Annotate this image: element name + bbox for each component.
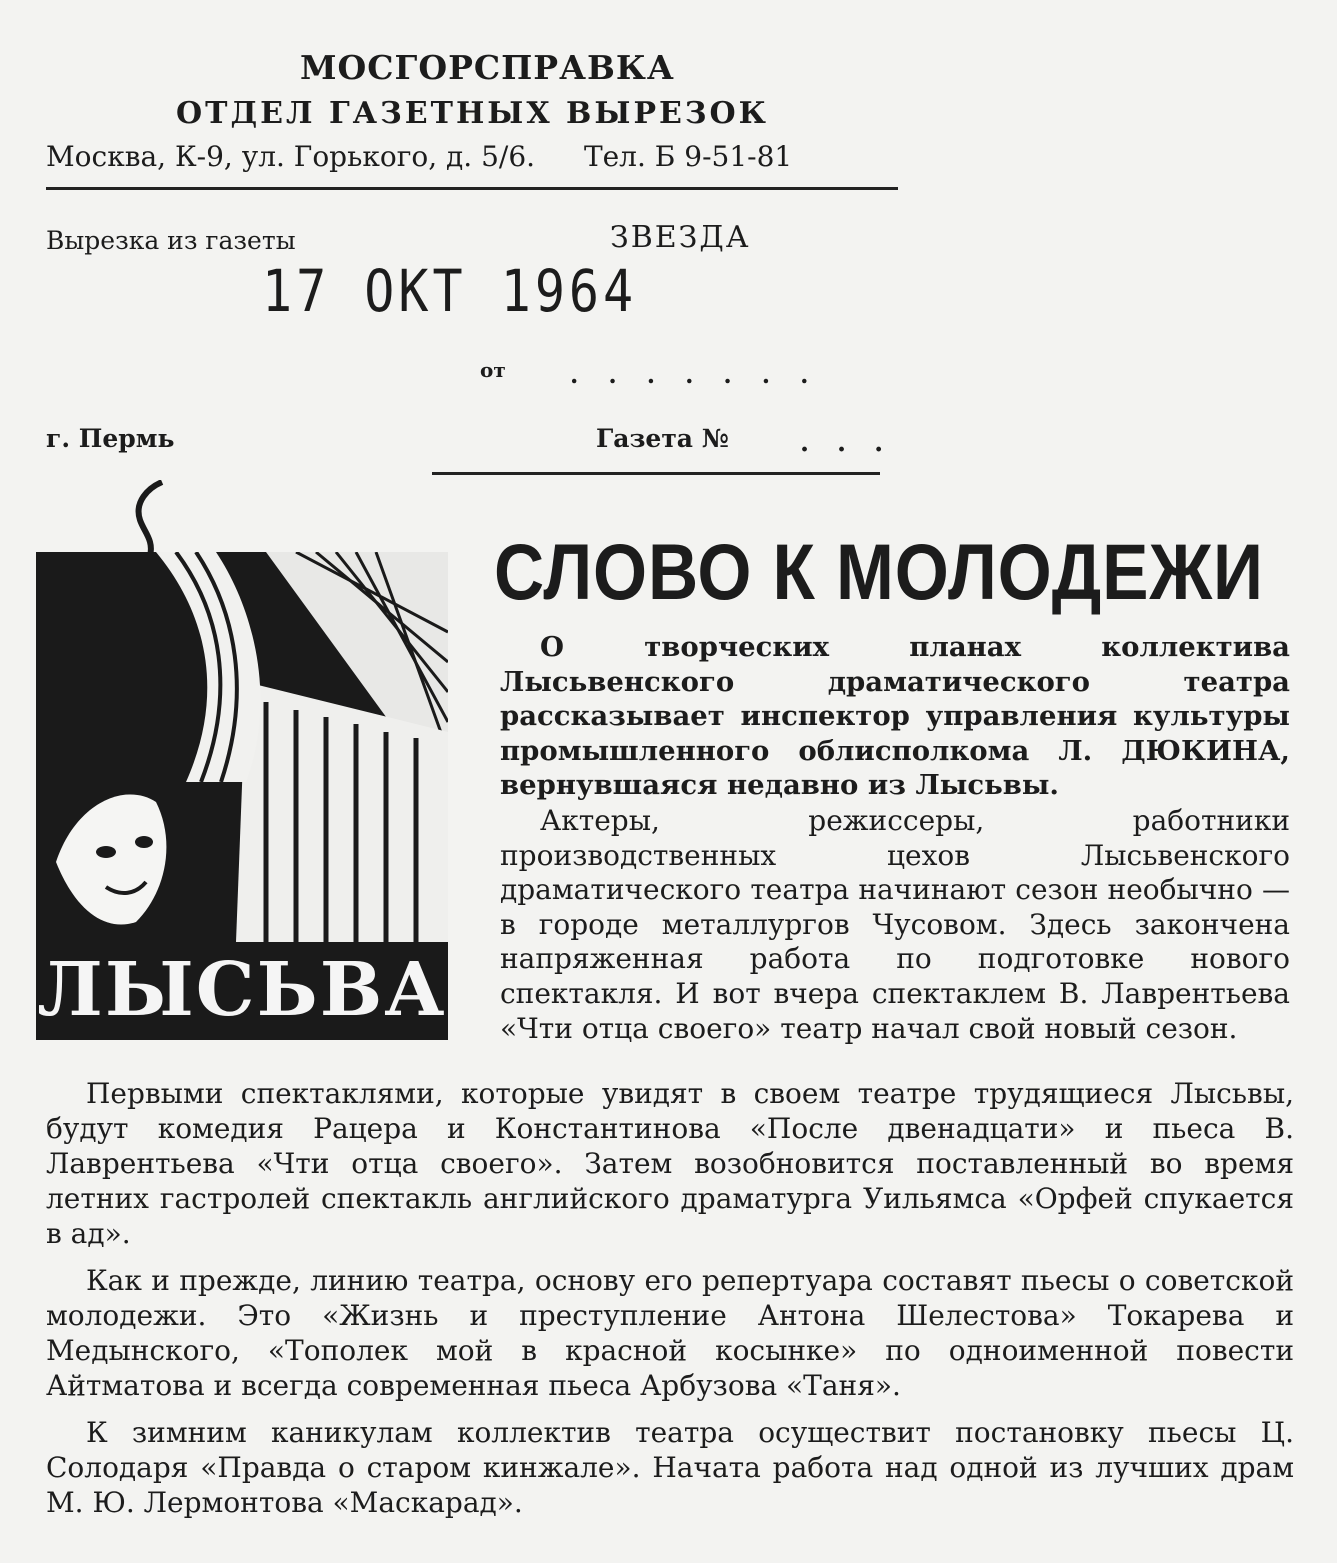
article-body-column <box>500 804 1290 1046</box>
article-headline: СЛОВО К МОЛОДЕЖИ <box>494 527 1264 616</box>
header-divider <box>46 187 898 190</box>
body-paragraph-3: Как и прежде, линию театра, основу его репертуара составят пьесы о советской молодежи. Это «Жизнь и преступление Антона Шелестова» Токарева и Медынского, «Тополек мой в красной косынке» по одноименной повести Айтматова и всегда современная пьеса Арбузова «Таня». <box>46 1264 1294 1402</box>
logo-hook <box>120 480 180 560</box>
body-paragraph-2: Первыми спектаклями, которые увидят в своем театре трудящиеся Лысьвы, будут комедия Рацера и Константинова «После двенадцати» и пьеса В. Лаврентьева «Чти отца своего». Затем возобновится поставленный во время летних гастролей спектакль английского драматурга Уильямса «Орфей спукается в ад». <box>46 1077 1294 1250</box>
from-dots: ....... <box>570 360 839 389</box>
lead-paragraph: О творческих планах коллектива Лысьвенского драматического театра рассказывает инспектор управления культуры промышленного облисполкома Л. ДЮКИНА, вернувшаяся недавно из Лысьвы. <box>500 631 1290 801</box>
from-label: от <box>480 358 506 382</box>
body-paragraph-4: К зимним каникулам коллектив театра осуществит постановку пьесы Ц. Солодаря «Правда о старом кинжале». Начата работа над одной из лучших драм М. Ю. Лермонтова «Маскарад». <box>46 1416 1294 1519</box>
article-body <box>46 1076 1294 1520</box>
logo-word: ЛЫСЬВА <box>37 947 447 1033</box>
issue-label: Газета № <box>596 424 729 453</box>
date-stamp: 17 ОКТ 1964 <box>262 258 638 325</box>
theatre-logo <box>36 552 448 1040</box>
issue-divider <box>432 472 880 475</box>
address-line <box>46 140 792 173</box>
department-name: ОТДЕЛ ГАЗЕТНЫХ ВЫРЕЗОК <box>176 96 769 131</box>
curtain-mask-illustration <box>36 552 448 942</box>
clipping-label: Вырезка из газеты <box>46 226 296 255</box>
phone: Тел. Б 9-51-81 <box>583 140 793 173</box>
issue-dots: ... <box>800 428 912 458</box>
address: Москва, К-9, ул. Горького, д. 5/6. <box>46 140 536 173</box>
article-lead <box>500 630 1290 803</box>
newspaper-name: ЗВЕЗДА <box>610 220 751 255</box>
city: г. Пермь <box>46 424 175 453</box>
org-name: МОСГОРСПРАВКА <box>300 48 675 87</box>
body-paragraph-1: Актеры, режиссеры, работники производственных цехов Лысьвенского драматического театра начинают сезон необычно — в городе металлургов Чусовом. Здесь закончена напряженная работа по подготовке нового спектакля. И вот вчера спектаклем В. Лаврентьева «Чти отца своего» театр начал свой новый сезон. <box>500 804 1290 1045</box>
